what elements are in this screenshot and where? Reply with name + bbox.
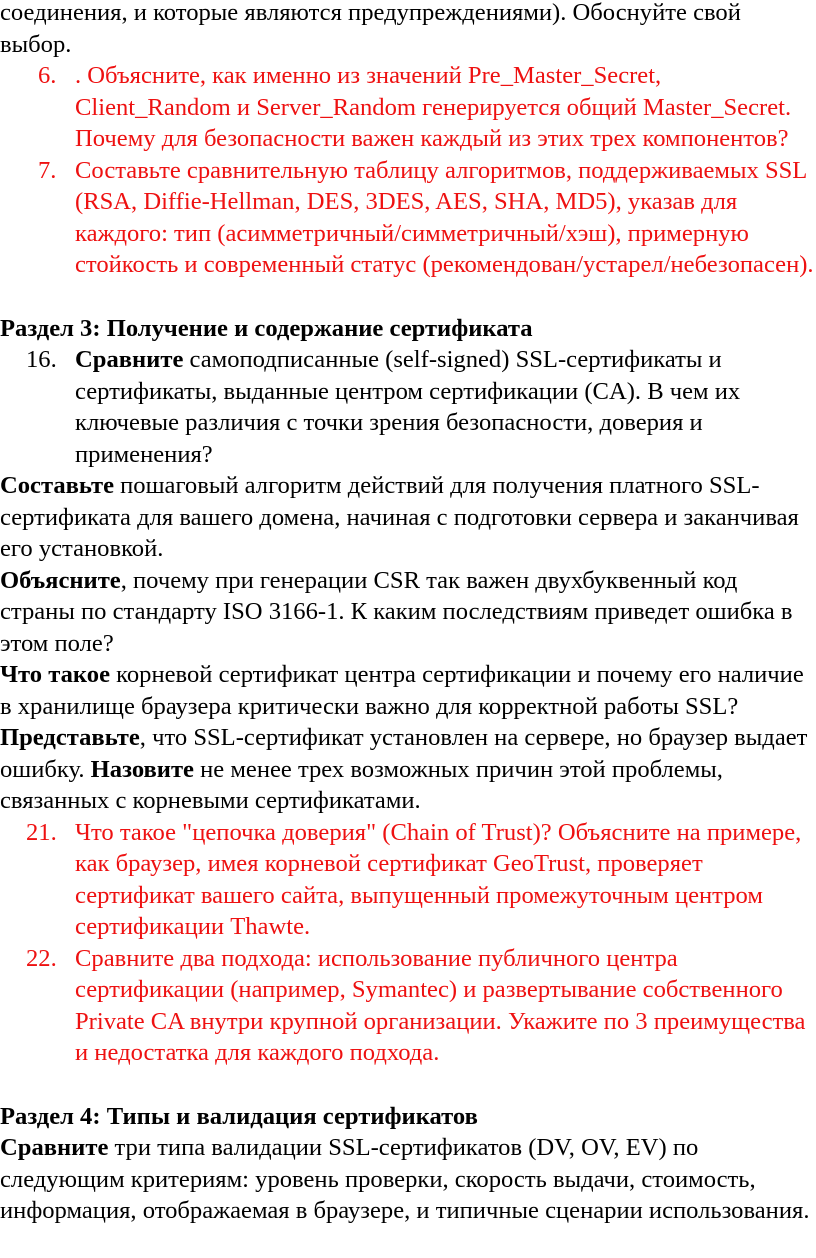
spacer: [0, 281, 816, 313]
intro-continuation: соединения, и которые являются предупреждениями). Обоснуйте свой выбор.: [0, 0, 741, 58]
paragraph-text: корневой сертификат центра сертификации и почему его наличие в хранилище браузера критически важно для корректной работы SSL?: [0, 661, 804, 720]
paragraph-compose: [0, 470, 816, 565]
list-item-text: Сравните два подхода: использование публичного центра сертификации (например, Symantec) и развертывание собственного Private CA внутри крупной организации. Укажите по 3 преимущества и недостатка для каждого подхода.: [75, 944, 806, 1066]
paragraph-text: пошаговый алгоритм действий для получения платного SSL-сертификата для вашего домена, начиная с подготовки сервера и заканчивая его установкой.: [0, 472, 799, 562]
paragraph-lead: Представьте: [0, 724, 140, 751]
paragraph-lead: Составьте: [0, 472, 114, 499]
list-number: 6.: [38, 62, 57, 89]
spacer: [0, 1069, 816, 1101]
list-number: 16.: [26, 346, 57, 373]
list-item-7: [0, 155, 816, 281]
list-item-text: Составьте сравнительную таблицу алгоритмов, поддерживаемых SSL (RSA, Diffie-Hellman, DES, 3DES, AES, SHA, MD5), указав для каждого: тип (асимметричный/симметричный/хэш), примерную стойкость и современный статус (рекомендован/устарел/небезопасен).: [75, 156, 814, 278]
paragraph-text-2: не менее трех возможных причин этой проблемы, связанных с корневыми сертификатами.: [0, 755, 723, 814]
list-item-text: . Объясните, как именно из значений Pre_Master_Secret, Client_Random и Server_Random генерируется общий Master_Secret. Почему для безопасности важен каждый из этих трех компонентов?: [75, 62, 792, 152]
list-number: 7.: [38, 156, 57, 184]
paragraph-lead: Что такое: [0, 661, 110, 688]
paragraph-imagine: [0, 722, 816, 817]
list-item-lead: Сравните: [75, 346, 184, 373]
list-number: 21.: [26, 818, 57, 846]
paragraph-text: , почему при генерации CSR так важен двухбуквенный код страны по стандарту ISO 3166-1. К каким последствиям приведет ошибка в этом поле?: [0, 566, 793, 657]
section-4-heading: Раздел 4: Типы и валидация сертификатов: [0, 1102, 478, 1130]
list-item-21: [0, 817, 816, 943]
list-item-text: Что такое "цепочка доверия" (Chain of Trust)? Объясните на примере, как браузер, имея корневой сертификат GeoTrust, проверяет сертификат вашего сайта, выпущенный промежуточным центром сертификации Thawte.: [75, 818, 802, 940]
paragraph-text: , что SSL-сертификат установлен на сервере, но браузер выдает ошибку.: [0, 724, 808, 783]
list-item-22: [0, 943, 816, 1069]
paragraph-lead: Сравните: [0, 1134, 109, 1161]
paragraph-whatis: [0, 659, 816, 722]
list-item-text: самоподписанные (self-signed) SSL-сертификаты и сертификаты, выданные центром сертификации (CA). В чем их ключевые различия с точки зрения безопасности, доверия и применения?: [75, 346, 741, 468]
list-item-16: [0, 344, 816, 470]
list-number: 22.: [26, 944, 57, 972]
list-item-6: [0, 60, 816, 155]
section-3-heading: Раздел 3: Получение и содержание сертификата: [0, 314, 533, 342]
paragraph-text: три типа валидации SSL-сертификатов (DV, OV, EV) по следующим критериям: уровень проверки, скорость выдачи, стоимость, информация, отображаемая в браузере, и типичные сценарии использования.: [0, 1134, 810, 1224]
paragraph-lead: Объясните: [0, 566, 121, 594]
paragraph-compare: [0, 1132, 816, 1227]
paragraph-lead-2: Назовите: [90, 755, 194, 783]
paragraph-explain: [0, 565, 816, 660]
